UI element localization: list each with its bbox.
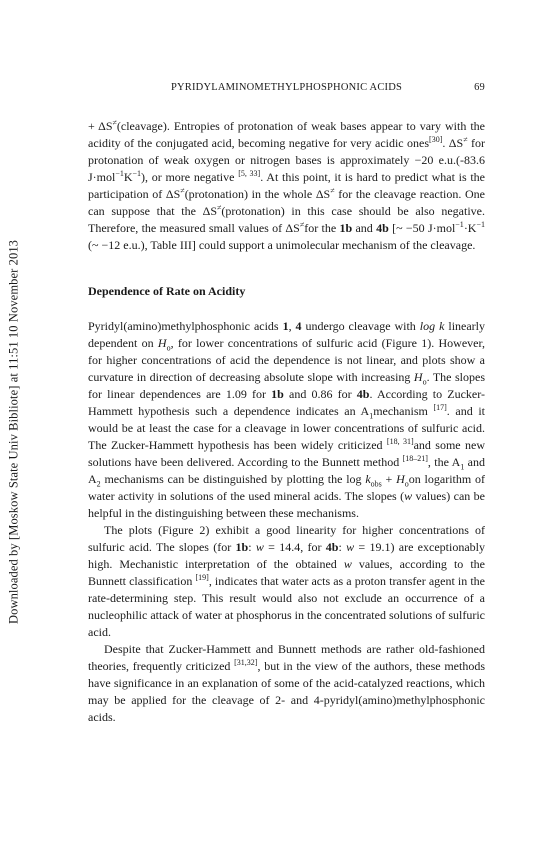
running-header (88, 82, 485, 96)
running-title: PYRIDYLAMINOMETHYLPHOSPHONIC ACIDS (170, 82, 403, 93)
page-number: 69 (474, 82, 485, 93)
article-body (88, 118, 485, 726)
paragraph-bunnett-plots: The plots (Figure 2) exhibit a good linearity for higher concentrations of sulfuric acid. The slopes (for 1b: w = 14.4, for 4b: w = 19.1) are exceptionably high. Mechanistic interpretation of the obtained w values, according to the Bunnett classification [19], indicates that water acts as a proton transfer agent in the rate-determining step. This result would also not exclude an occurrence of a nucleophilic attack of water at phosphorus in the concentrated solutions of sulfuric acid. (88, 523, 485, 639)
paragraph-conclusion: Despite that Zucker-Hammett and Bunnett methods are rather old-fashioned theories, frequently criticized [31,32], but in the view of the authors, these methods have significance in an explanation of some of the acid-catalyzed reactions, which may be applied for the cleavage of 2- and 4-pyridyl(amino)methylphosphonic acids. (88, 642, 485, 724)
paragraph-entropy: + ΔS≠(cleavage). Entropies of protonation of weak bases appear to vary with the acidity of the conjugated acid, becoming negative for very acidic ones[30]. ΔS≠ for protonation of weak oxygen or nitrogen bases is approximately −20 e.u.(-83.6 $J\cdot mol^{-1}K^{-1}$), or more negative [5, 33]. At this point, it is hard to predict what is the participation of ΔS≠(protonation) in the whole ΔS≠ for the cleavage reaction. One can suppose that the ΔS≠(protonation) in this case should be also negative. Therefore, the measured small values of ΔS≠for the 1b and 4b [~ −50 $J\cdot mol^{-1}\cdot K^{-1}$ (~ −12 e.u.), Table III] could support a unimolecular mechanism of the cleavage. (88, 118, 486, 252)
watermark-text: Downloaded by [Moskow State Univ Bibliote] at 11:51 10 November 2013 (6, 239, 21, 625)
section-heading: Dependence of Rate on Acidity (88, 284, 246, 298)
paragraph-acidity: Pyridyl(amino)methylphosphonic acids 1, 4 undergo cleavage with log k linearly dependent on $H_o$, for lower concentrations of sulfuric acid (Figure 1). However, for higher concentrations of acid the dependence is not linear, and plots show a curvature in direction of decreasing absolute slope with increasing $H_o$. The slopes for linear dependences are 1.09 for 1b and 0.86 for 4b. According to Zucker-Hammett hypothesis such a dependence indicates an $A_1mechanism$ [17]. and it would be at least the case for a cleavage in lower concentrations of sulfuric acid. The Zucker-Hammett hypothesis has been widely criticized [18, 31]and some new solutions have been delivered. According to the Bunnett method [18–21], the $A_1$ and $A_2$ mechanisms can be distinguished by plotting the $\log k_{obs} + H_oon$ logarithm of water activity in solutions of the used mineral acids. The slopes (w values) can be helpful in the distinguishing between these mechanisms. (88, 319, 486, 520)
